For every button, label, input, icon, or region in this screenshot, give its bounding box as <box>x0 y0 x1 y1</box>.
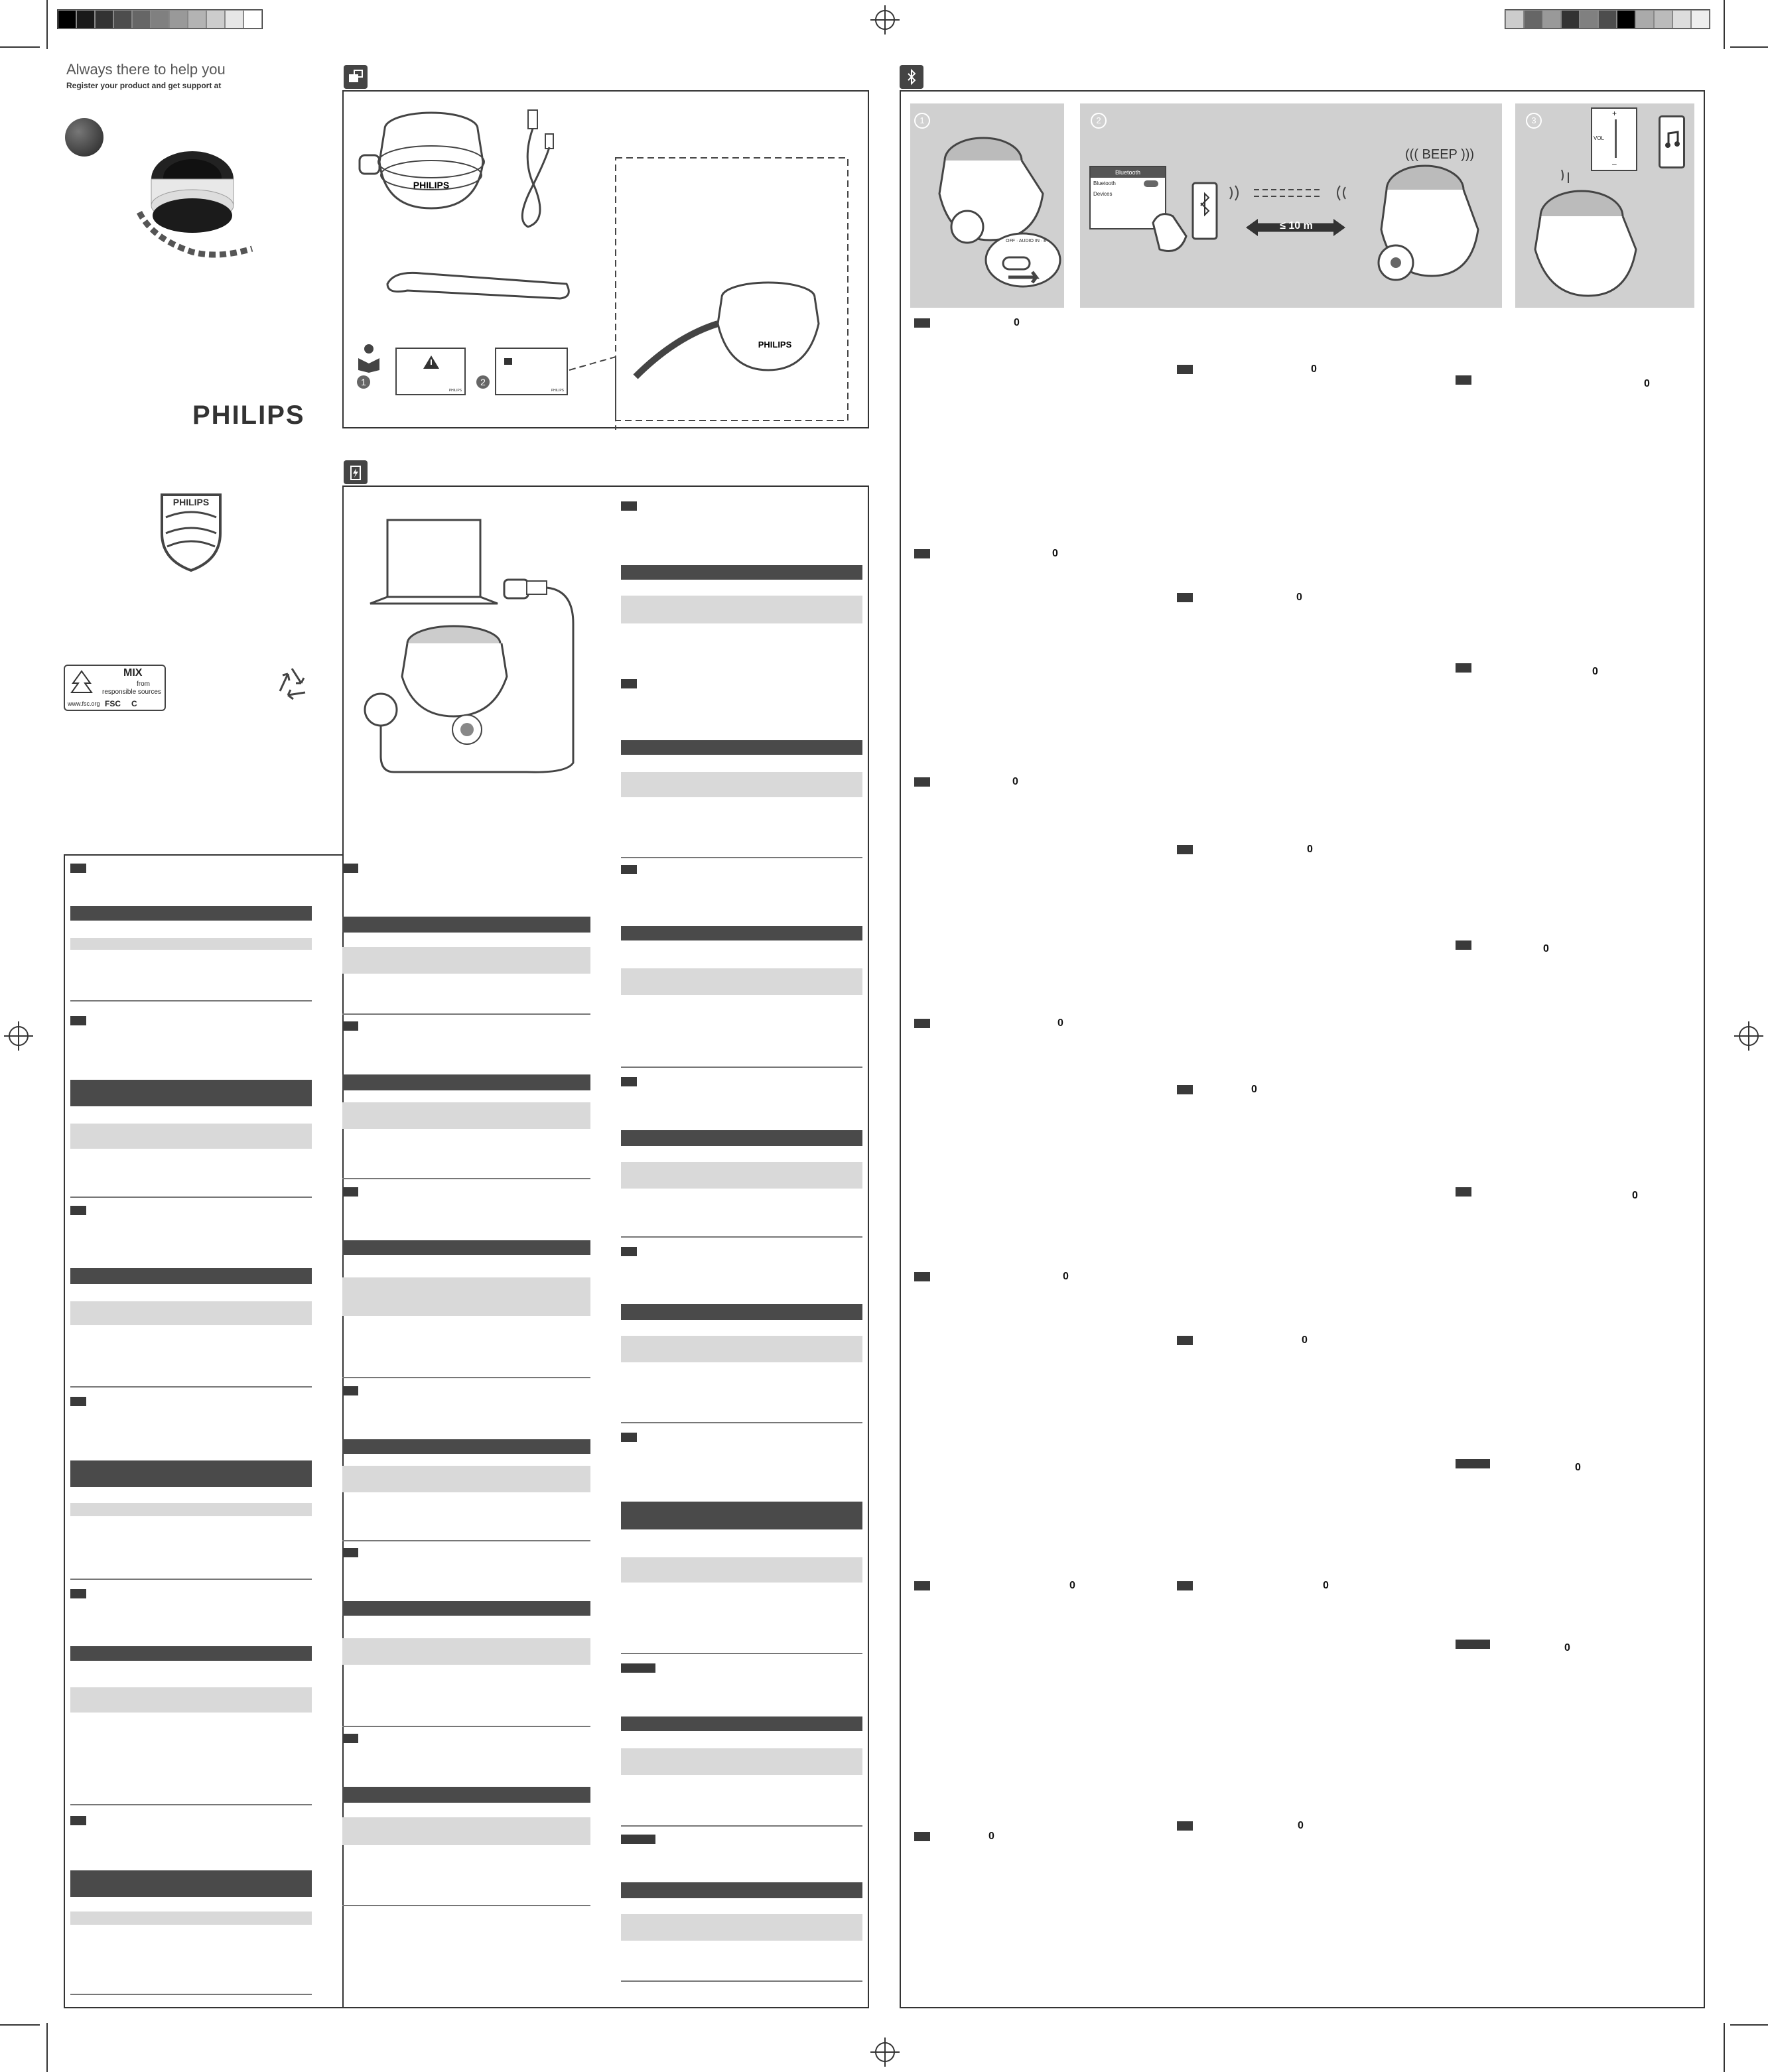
bt-section-marker <box>914 318 930 328</box>
tagline: Always there to help you <box>66 61 226 78</box>
fsc-code-suffix: C <box>131 699 137 708</box>
dark-heading-bar <box>342 917 590 933</box>
doc1-warning-leaflet <box>395 348 466 395</box>
switch-label: OFF · AUDIO IN · ʙ <box>1006 239 1046 243</box>
zero-marker: 0 <box>1592 666 1598 677</box>
warning-icon <box>422 354 441 370</box>
color-dot <box>65 118 103 157</box>
zero-marker: 0 <box>1014 317 1020 328</box>
bt-section-marker <box>1456 1459 1490 1468</box>
light-table-bar <box>621 596 862 623</box>
step1-number: 1 <box>914 113 930 129</box>
section-rule <box>621 1825 862 1827</box>
zero-marker: 0 <box>1302 1334 1308 1346</box>
bt-section-marker <box>1177 1581 1193 1590</box>
light-table-bar <box>342 1466 590 1492</box>
section-rule <box>621 1067 862 1068</box>
light-table-bar <box>70 1687 312 1713</box>
doc1-mark: PHILIPS <box>448 389 462 393</box>
dark-heading-bar <box>621 1502 862 1529</box>
light-table-bar <box>621 772 862 797</box>
zero-marker: 0 <box>1063 1271 1069 1282</box>
zero-marker: 0 <box>1251 1084 1257 1095</box>
section-rule <box>621 1980 862 1982</box>
registration-mark-top <box>870 5 900 34</box>
strap-illustration <box>381 257 580 310</box>
dark-heading-bar <box>621 1304 862 1320</box>
box-contents-icon <box>348 69 364 85</box>
zero-marker: 0 <box>1632 1190 1638 1201</box>
phone-bluetooth-illustration <box>1140 183 1219 256</box>
light-table-bar <box>621 1336 862 1362</box>
bt-list-item-bluetooth: Bluetooth <box>1093 180 1116 186</box>
section-rule <box>621 1422 862 1423</box>
dark-heading-bar <box>342 1240 590 1255</box>
section-marker <box>621 1077 637 1086</box>
charging-icon <box>350 464 361 480</box>
section-rule <box>621 857 862 858</box>
zero-marker: 0 <box>1069 1580 1075 1591</box>
bt-section-marker <box>1177 845 1193 854</box>
beep-label: ((( BEEP ))) <box>1405 147 1475 162</box>
bt-section-marker <box>1177 365 1193 374</box>
vol-plus: + <box>1612 109 1617 118</box>
dark-heading-bar <box>621 1716 862 1731</box>
bluetooth-step1-panel <box>910 103 1064 308</box>
section-marker <box>342 1734 358 1743</box>
doc2-mark: PHILIPS <box>551 389 564 393</box>
zero-marker: 0 <box>1323 1580 1329 1591</box>
dark-heading-bar <box>621 1882 862 1898</box>
section-rule <box>342 1377 590 1378</box>
register-line: Register your product and get support at <box>66 81 222 90</box>
light-table-bar <box>342 1817 590 1845</box>
step1-speaker-illustration <box>937 134 1056 293</box>
light-table-bar <box>621 1557 862 1583</box>
registration-mark-right <box>1734 1021 1763 1051</box>
dark-heading-bar <box>70 1080 312 1106</box>
bluetooth-section-frame <box>900 90 1705 2008</box>
charging-illustration <box>368 517 593 776</box>
left-column-frame <box>64 854 344 2008</box>
philips-shield-logo <box>159 493 223 572</box>
light-table-bar <box>621 1914 862 1941</box>
bt-section-marker <box>914 1019 930 1028</box>
zero-marker: 0 <box>1644 378 1650 389</box>
section-marker <box>70 1016 86 1025</box>
doc2-number: 2 <box>476 375 490 389</box>
section-marker <box>342 864 358 873</box>
speaker-illustration <box>358 109 491 222</box>
speaker-logo: PHILIPS <box>413 180 450 190</box>
section-marker <box>70 864 86 873</box>
section-charging-tab <box>344 460 368 484</box>
section-rule <box>70 1000 312 1002</box>
zero-marker: 0 <box>1012 776 1018 787</box>
dark-heading-bar <box>342 1601 590 1616</box>
dark-heading-bar <box>342 1787 590 1803</box>
dashed-callout <box>569 158 848 430</box>
section-bluetooth-tab <box>900 65 923 89</box>
section-rule <box>70 1804 312 1805</box>
light-table-bar <box>70 1301 312 1325</box>
strap-speaker-logo: PHILIPS <box>758 340 792 350</box>
dark-heading-bar <box>342 1074 590 1090</box>
signal-waves <box>1227 183 1353 203</box>
bluetooth-icon <box>906 69 917 85</box>
light-table-bar <box>70 1911 312 1925</box>
step3-number: 3 <box>1526 113 1542 129</box>
fsc-label <box>64 665 166 711</box>
color-bar-right <box>1505 9 1710 29</box>
recycle-icon <box>275 666 309 700</box>
fsc-mix: MIX <box>123 667 143 679</box>
bluetooth-step3-panel <box>1515 103 1694 308</box>
section-rule <box>621 1236 862 1238</box>
fsc-site: www.fsc.org <box>68 700 100 707</box>
bluetooth-step2-panel <box>1080 103 1502 308</box>
light-table-bar <box>342 1277 590 1316</box>
section-marker <box>70 1206 86 1215</box>
fsc-sources: responsible sources <box>102 688 161 696</box>
light-table-bar <box>70 1503 312 1516</box>
section-marker <box>621 501 637 511</box>
fsc-code: FSC <box>105 699 121 708</box>
zero-marker: 0 <box>1052 548 1058 559</box>
bt-section-marker <box>914 1832 930 1841</box>
section-marker <box>621 1433 637 1442</box>
bt-section-marker <box>1456 375 1471 385</box>
light-table-bar <box>621 968 862 995</box>
section-rule <box>342 1013 590 1015</box>
dark-heading-bar <box>70 1870 312 1897</box>
bt-section-marker <box>1456 1187 1471 1197</box>
bt-section-marker <box>914 1272 930 1281</box>
dark-heading-bar <box>70 906 312 921</box>
zero-marker: 0 <box>1298 1820 1304 1831</box>
zero-marker: 0 <box>1575 1462 1581 1473</box>
bt-section-marker <box>1177 1336 1193 1345</box>
vol-slider <box>1615 119 1617 158</box>
section-marker <box>70 1589 86 1598</box>
dark-heading-bar <box>70 1460 312 1487</box>
section-marker <box>621 865 637 874</box>
dark-heading-bar <box>70 1646 312 1661</box>
registration-mark-bottom <box>870 2038 900 2067</box>
bt-section-marker <box>1456 663 1471 673</box>
section-marker <box>342 1548 358 1557</box>
volume-callout <box>1591 107 1637 171</box>
section-rule <box>621 1653 862 1654</box>
fsc-tree-icon <box>70 670 93 696</box>
light-table-bar <box>342 947 590 974</box>
step3-speaker-illustration <box>1522 170 1655 302</box>
dark-heading-bar <box>621 926 862 940</box>
fsc-from: from <box>137 680 150 688</box>
zero-marker: 0 <box>1311 363 1317 375</box>
section-rule <box>342 1905 590 1906</box>
dark-heading-bar <box>342 1439 590 1454</box>
section-rule <box>342 1540 590 1541</box>
product-photo <box>126 133 259 259</box>
section-box-contents-tab <box>344 65 368 89</box>
section-marker <box>70 1397 86 1406</box>
zero-marker: 0 <box>1057 1017 1063 1029</box>
left-frame-connector <box>342 486 344 856</box>
music-phone <box>1659 115 1685 168</box>
bt-list-item-devices: Devices <box>1093 191 1113 197</box>
section-marker <box>621 679 637 688</box>
section-marker <box>342 1187 358 1197</box>
doc2-bullet <box>504 358 512 365</box>
bt-section-marker <box>1456 1640 1490 1649</box>
philips-wordmark: PHILIPS <box>192 401 305 430</box>
usb-cable-illustration <box>508 107 568 233</box>
vol-minus: – <box>1612 159 1617 168</box>
light-table-bar <box>70 1124 312 1149</box>
zero-marker: 0 <box>988 1831 994 1842</box>
bt-section-marker <box>1177 593 1193 602</box>
bt-list-title: Bluetooth <box>1091 167 1165 178</box>
step2-speaker-illustration <box>1352 163 1485 296</box>
zero-marker: 0 <box>1296 592 1302 603</box>
light-table-bar <box>342 1638 590 1665</box>
zero-marker: 0 <box>1564 1642 1570 1653</box>
section-rule <box>342 1178 590 1179</box>
bt-section-marker <box>914 777 930 787</box>
shield-text: PHILIPS <box>172 497 210 507</box>
distance-label: ≤ 10 m <box>1280 220 1313 231</box>
dark-heading-bar <box>621 1130 862 1146</box>
section-marker <box>621 1835 655 1844</box>
light-table-bar <box>621 1162 862 1189</box>
section-marker <box>621 1247 637 1256</box>
bt-section-marker <box>914 549 930 558</box>
doc1-number: 1 <box>357 375 370 389</box>
box-contents-panel <box>342 90 869 428</box>
bt-section-marker <box>914 1581 930 1590</box>
section-marker <box>342 1386 358 1395</box>
registration-mark-left <box>4 1021 33 1051</box>
color-bar-left <box>57 9 263 29</box>
bt-section-marker <box>1177 1085 1193 1094</box>
section-rule <box>70 1579 312 1580</box>
dark-heading-bar <box>70 1268 312 1284</box>
dark-heading-bar <box>621 565 862 580</box>
vol-label: VOL <box>1594 135 1605 141</box>
section-marker <box>342 1021 358 1031</box>
light-table-bar <box>342 1102 590 1129</box>
section-rule <box>70 1994 312 1995</box>
doc2-leaflet <box>495 348 568 395</box>
bt-section-marker <box>1456 940 1471 950</box>
manual-reader-icon <box>357 344 381 373</box>
music-note-icon <box>1665 131 1680 149</box>
bt-section-marker <box>1177 1821 1193 1831</box>
dark-heading-bar <box>621 740 862 755</box>
zero-marker: 0 <box>1307 844 1313 855</box>
light-table-bar <box>70 938 312 950</box>
light-table-bar <box>621 1748 862 1775</box>
section-marker <box>621 1663 655 1673</box>
section-marker <box>70 1816 86 1825</box>
zero-marker: 0 <box>1543 943 1549 954</box>
step2-number: 2 <box>1091 113 1107 129</box>
section-rule <box>70 1197 312 1198</box>
section-rule <box>342 1726 590 1727</box>
section-rule <box>70 1386 312 1388</box>
